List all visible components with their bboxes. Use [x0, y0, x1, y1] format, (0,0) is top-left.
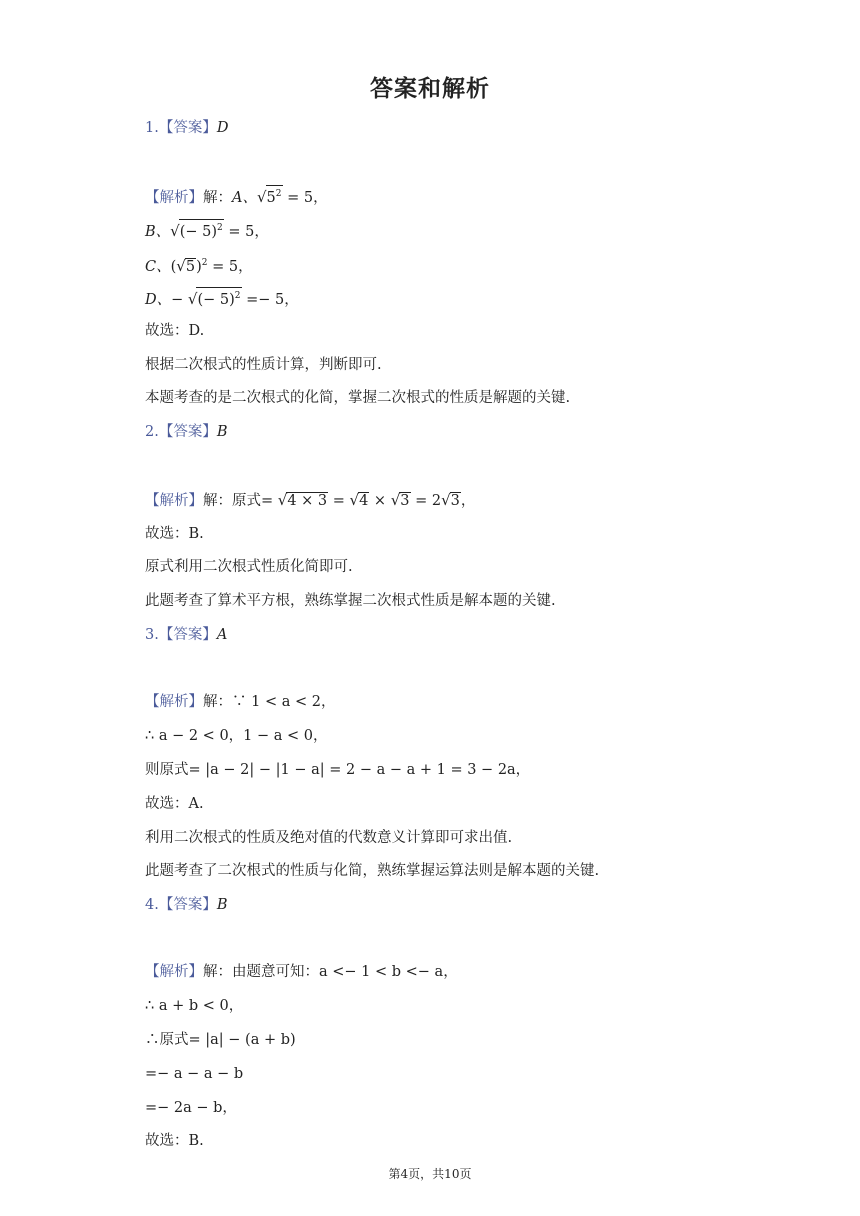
q1-lineC-formula: $(√5)^2$ [170, 256, 208, 275]
q1-lineB-eq: = 5， [228, 223, 269, 240]
q3-answer-tag: 【答案】 [158, 627, 217, 643]
q1-lineA-formula: $√5^2$ [257, 190, 283, 206]
q1-lineC [145, 253, 253, 277]
q2-explain-line [145, 490, 475, 511]
page-footer: 第4页，共10页 [388, 1167, 472, 1181]
q1-explain-tag: 【解析】 [145, 189, 203, 206]
q1-lineB-label: B、 [145, 223, 171, 240]
q2-explain-tag: 【解析】 [145, 493, 203, 509]
q4-line1: 解：由题意可知：a <− 1 < b <− a， [203, 964, 458, 980]
q3-explain-tag: 【解析】 [145, 694, 203, 710]
q2-choose: 故选：B. [145, 526, 204, 542]
q3-explain-line [145, 692, 335, 712]
q2-number: 2. [145, 424, 159, 440]
q1-lineC-eq: = 5， [212, 258, 253, 275]
q1-lineD-formula: − √(− 5)$^2$ [171, 292, 241, 308]
q1-method: 根据二次根式的性质计算，判断即可. [145, 357, 382, 373]
q4-line3: ∴原式= |a| − (a + b) [145, 1032, 296, 1048]
q1-lineC-label: C、 [145, 258, 171, 275]
q1-answer-value: D [216, 120, 229, 136]
q1-solve: 解： [203, 189, 232, 206]
q2-summary: 此题考查了算术平方根，熟练掌握二次根式性质是解本题的关键. [145, 593, 556, 609]
q4-line2: ∴ a + b < 0， [145, 998, 244, 1014]
q3-method: 利用二次根式的性质及绝对值的代数意义计算即可求出值. [145, 830, 513, 846]
q3-summary: 此题考查了二次根式的性质与化简，熟练掌握运算法则是解本题的关键. [145, 863, 600, 879]
q1-lineD-eq: =− 5， [246, 291, 299, 308]
q1-lineD-label: D、 [145, 291, 172, 308]
q4-line5: =− 2a − b， [145, 1100, 237, 1116]
q3-choose: 故选：A. [145, 796, 204, 812]
q1-explain-line [145, 185, 328, 208]
q2-formula: √4 × 3 = √4 × √3 = 2√3， [277, 491, 476, 509]
q4-explain-line [145, 962, 458, 982]
q2-answer-line [145, 422, 228, 442]
q2-method: 原式利用二次根式性质化简即可. [145, 559, 353, 575]
q2-answer-value: B [216, 424, 228, 440]
q3-line1: 解：∵ 1 < a < 2， [203, 694, 336, 710]
q3-line2: ∴ a − 2 < 0，1 − a < 0， [145, 728, 328, 744]
q1-choose: 故选：D. [145, 323, 205, 339]
q3-line3: 则原式= |a − 2| − |1 − a| = 2 − a − a + 1 = 3 − 2a， [145, 762, 531, 778]
q4-choose: 故选：B. [145, 1133, 204, 1149]
q1-lineA-eq: = 5， [287, 189, 328, 206]
q2-solve: 解：原式= [203, 493, 274, 509]
q1-answer-tag: 【答案】 [158, 120, 217, 136]
q3-answer-value: A [216, 627, 228, 643]
q4-number: 4. [145, 897, 159, 913]
q1-number: 1. [145, 120, 159, 136]
q2-answer-tag: 【答案】 [158, 424, 217, 440]
q1-lineA-label: A、 [232, 189, 257, 206]
q3-answer-line [145, 625, 227, 645]
q1-summary: 本题考查的是二次根式的化简，掌握二次根式的性质是解题的关键. [145, 390, 571, 406]
q1-answer-line [145, 118, 228, 138]
q4-answer-tag: 【答案】 [158, 897, 217, 913]
q4-line4: =− a − a − b [145, 1066, 244, 1082]
q3-number: 3. [145, 627, 159, 643]
q1-lineB-formula: √(− 5)$^2$ [170, 224, 224, 240]
q4-explain-tag: 【解析】 [145, 964, 203, 980]
page-title: 答案和解析 [370, 76, 490, 102]
q1-lineB [145, 219, 269, 242]
q4-answer-line [145, 895, 228, 915]
q1-lineD [145, 287, 299, 310]
q4-answer-value: B [216, 897, 228, 913]
